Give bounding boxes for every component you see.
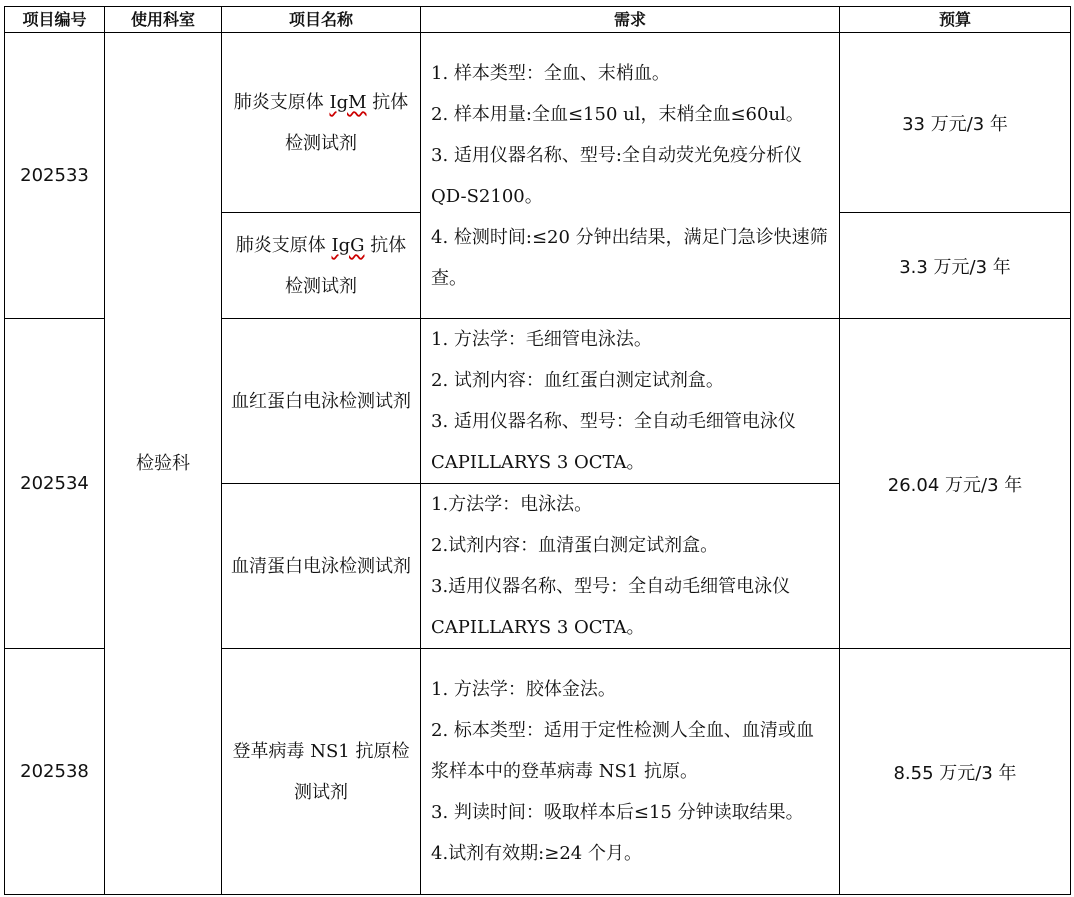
requirement-line: 1. 方法学：胶体金法。 — [431, 679, 616, 700]
procurement-table — [4, 6, 1071, 895]
project-code: 202538 — [5, 649, 105, 895]
project-name — [222, 33, 421, 213]
requirement-line: 3. 适用仪器名称、型号：全自动毛细管电泳仪 CAPILLARYS 3 OCTA。 — [431, 411, 796, 473]
header-dept: 使用科室 — [105, 7, 222, 33]
project-name-part: 抗体检测试剂 — [285, 91, 409, 154]
requirement-line: 3. 适用仪器名称、型号:全自动荧光免疫分析仪 QD-S2100。 — [431, 144, 802, 207]
requirement-line: 4. 检测时间:≤20 分钟出结果，满足门急诊快速筛查。 — [431, 226, 828, 289]
project-code: 202533 — [5, 33, 105, 319]
header-code: 项目编号 — [5, 7, 105, 33]
project-name-part: 肺炎支原体 — [233, 91, 330, 113]
requirement-line: 1. 方法学：毛细管电泳法。 — [431, 329, 652, 350]
project-name — [222, 213, 421, 319]
requirement-line: 3.适用仪器名称、型号：全自动毛细管电泳仪 CAPILLARYS 3 OCTA。 — [431, 576, 791, 638]
requirement-line: 2. 样本用量:全血≤150 ul，末梢全血≤60ul。 — [431, 103, 804, 125]
requirement-line: 3. 判读时间：吸取样本后≤15 分钟读取结果。 — [431, 802, 804, 823]
requirement-line: 1.方法学：电泳法。 — [431, 494, 593, 515]
project-name: 血红蛋白电泳检测试剂 — [222, 319, 421, 484]
requirement-line: 1. 样本类型：全血、末梢血。 — [431, 62, 670, 84]
requirement-cell — [421, 484, 840, 649]
spellcheck-mark: IgG — [331, 234, 365, 256]
requirement-cell — [421, 649, 840, 895]
table-row — [5, 33, 1071, 213]
requirement-line: 2.试剂内容：血清蛋白测定试剂盒。 — [431, 535, 719, 556]
project-code: 202534 — [5, 319, 105, 649]
project-name: 血清蛋白电泳检测试剂 — [222, 484, 421, 649]
header-budget: 预算 — [840, 7, 1071, 33]
project-name-part: 肺炎支原体 — [235, 234, 332, 256]
project-name-part: 抗体检测试剂 — [285, 234, 407, 297]
header-row — [5, 7, 1071, 33]
project-name: 登革病毒 NS1 抗原检测试剂 — [222, 649, 421, 895]
budget-cell: 26.04 万元/3 年 — [840, 319, 1071, 649]
budget-cell: 8.55 万元/3 年 — [840, 649, 1071, 895]
budget-cell: 3.3 万元/3 年 — [840, 213, 1071, 319]
requirement-line: 2. 试剂内容：血红蛋白测定试剂盒。 — [431, 370, 724, 391]
header-req: 需求 — [421, 7, 840, 33]
requirement-cell — [421, 319, 840, 484]
budget-cell: 33 万元/3 年 — [840, 33, 1071, 213]
requirement-line: 4.试剂有效期:≥24 个月。 — [431, 843, 642, 864]
department-cell: 检验科 — [105, 33, 222, 895]
requirement-line: 2. 标本类型：适用于定性检测人全血、血清或血浆样本中的登革病毒 NS1 抗原。 — [431, 720, 814, 782]
spellcheck-mark: IgM — [329, 91, 367, 113]
requirement-cell — [421, 33, 840, 319]
header-name: 项目名称 — [222, 7, 421, 33]
